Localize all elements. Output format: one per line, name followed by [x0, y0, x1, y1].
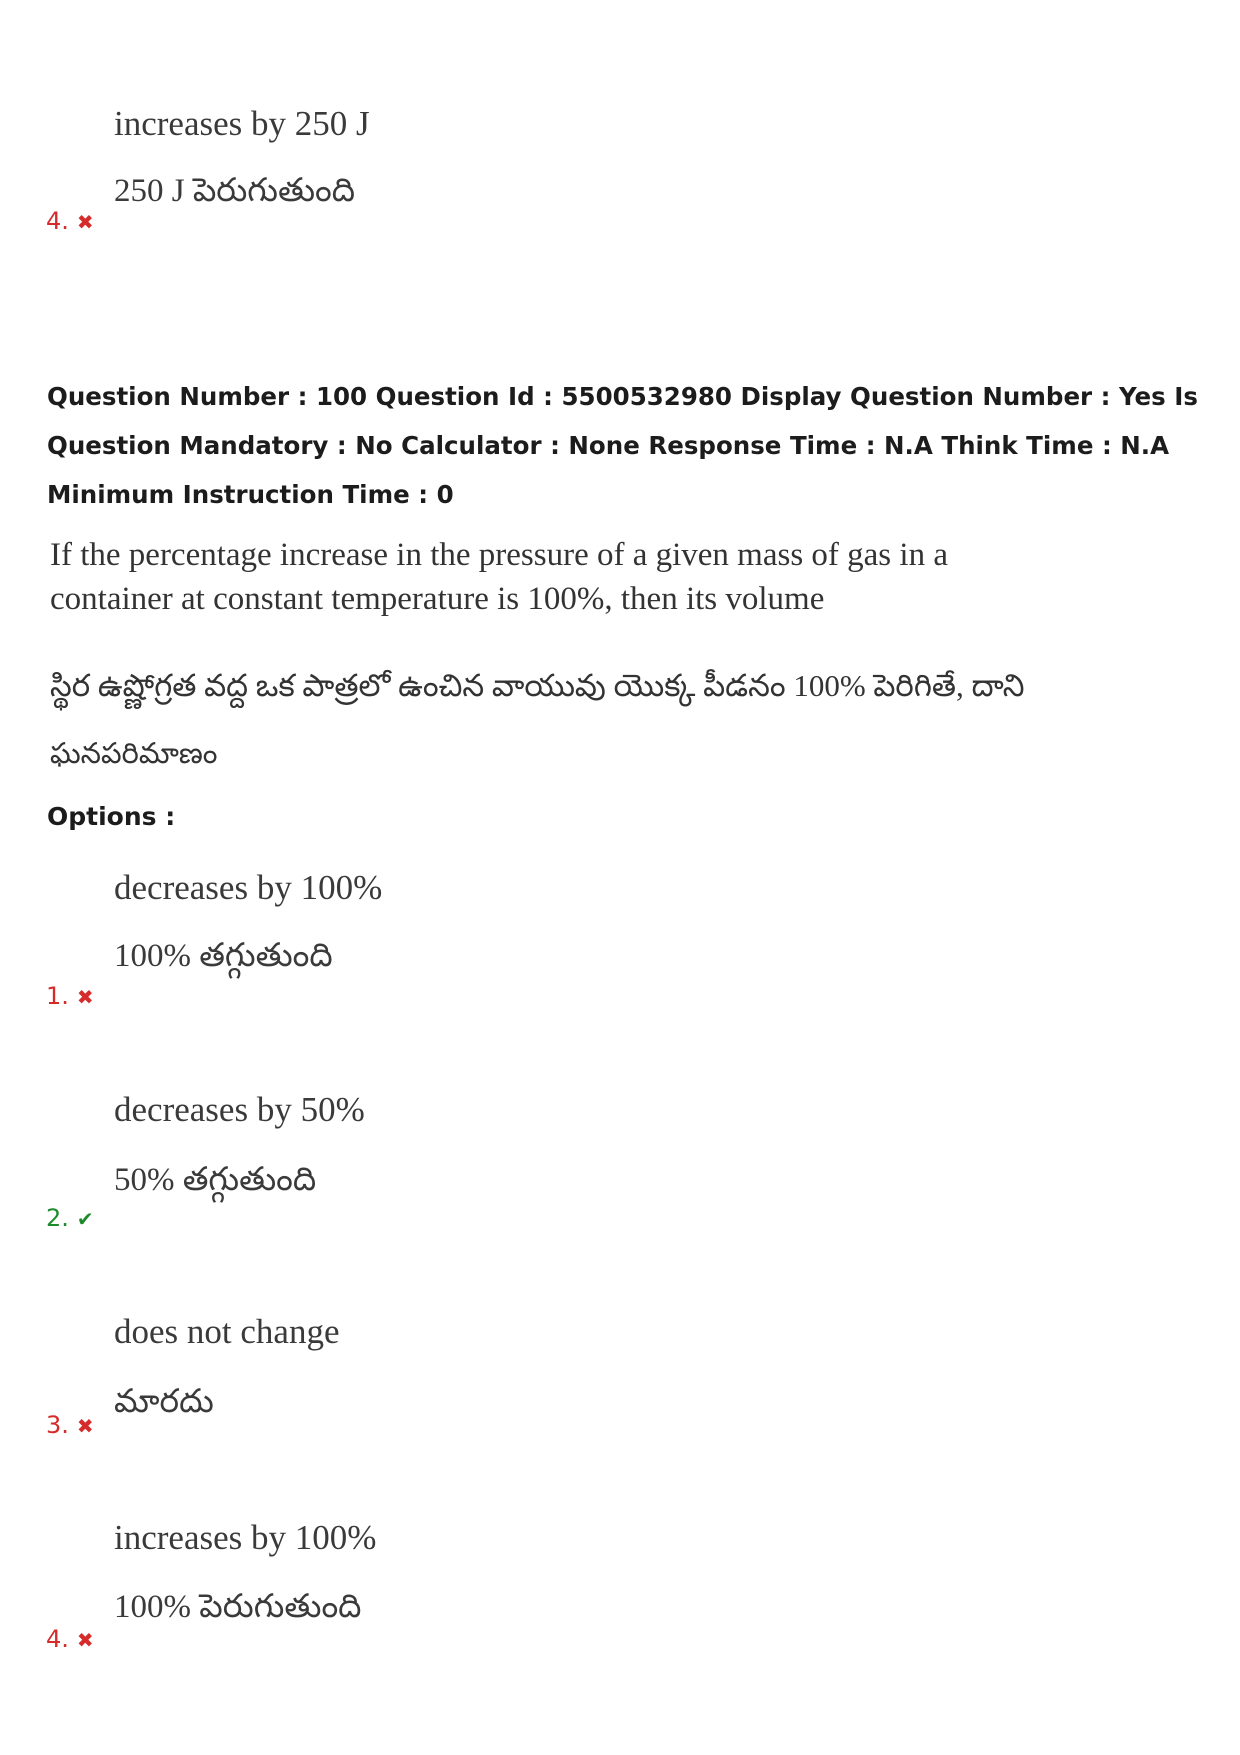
question-text-en: If the percentage increase in the pressure of a given mass of gas in a container at constant temperature is 100%, then its volume — [50, 537, 948, 617]
option-text-te: మారదు — [114, 1384, 214, 1420]
question-meta: Question Number : 100 Question Id : 5500532980 Display Question Number : Yes Is Question Mandatory : No Calculator : None Response Time : N.A Think Time : N.A Minimum Instruction Time : 0 — [47, 382, 1198, 509]
options-label: Options : — [47, 802, 176, 831]
option-text-en: increases by 100% — [114, 1518, 377, 1557]
option-number: 3. — [46, 1411, 69, 1439]
option-text-te: 250 J పెరుగుతుంది — [114, 173, 356, 209]
question-text-te-line2: ఘనపరిమాణం — [50, 738, 218, 770]
cross-icon: ✖ — [76, 210, 94, 234]
option-marker — [46, 207, 94, 235]
cross-icon: ✖ — [76, 985, 94, 1009]
option-text-en: increases by 250 J — [114, 104, 370, 143]
cross-icon: ✖ — [76, 1414, 94, 1438]
option-text-en: decreases by 50% — [114, 1090, 365, 1129]
option-marker — [46, 1204, 94, 1232]
question-text-te-line1: స్థిర ఉష్ణోగ్రత వద్ద ఒక పాత్రలో ఉంచిన వాయువు యొక్క పీడనం 100% పెరిగితే, దాని — [50, 668, 1025, 703]
option-text-te: 100% పెరుగుతుంది — [114, 1589, 362, 1625]
option-text-en: decreases by 100% — [114, 868, 383, 907]
option-number: 4. — [46, 1625, 69, 1653]
option-number: 2. — [46, 1204, 69, 1232]
option-marker — [46, 1411, 94, 1439]
option-number: 4. — [46, 207, 69, 235]
check-icon: ✔ — [76, 1207, 94, 1231]
cross-icon: ✖ — [76, 1628, 94, 1652]
option-text-te: 50% తగ్గుతుంది — [114, 1162, 317, 1198]
option-number: 1. — [46, 982, 69, 1010]
option-text-te: 100% తగ్గుతుంది — [114, 938, 333, 974]
option-marker — [46, 1625, 94, 1653]
option-marker — [46, 982, 94, 1010]
option-text-en: does not change — [114, 1312, 340, 1351]
